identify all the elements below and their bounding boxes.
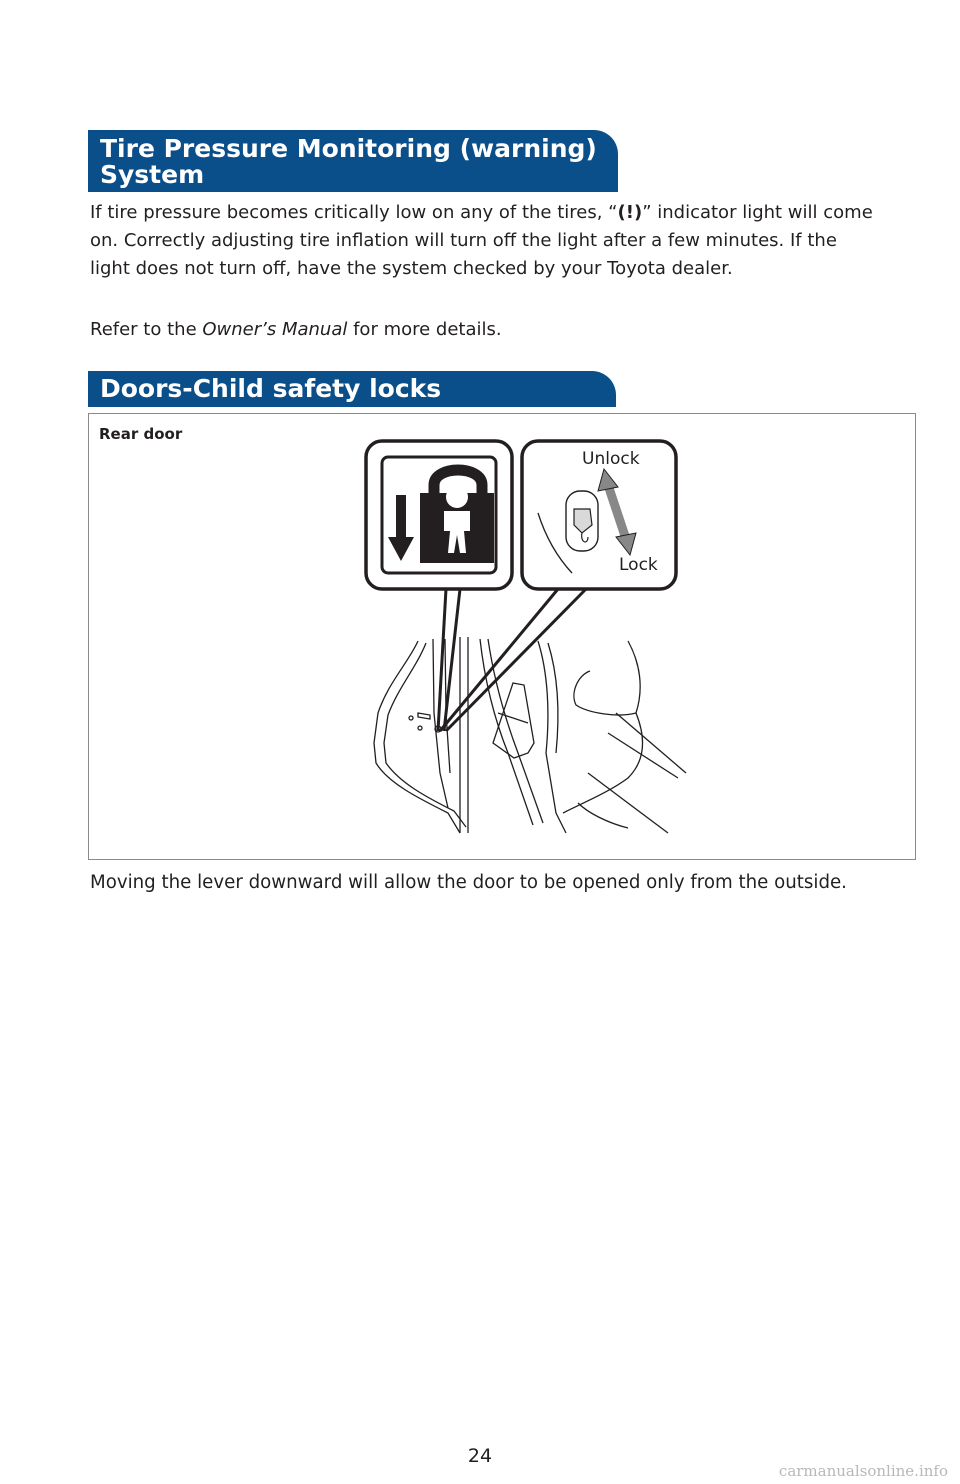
reference-text-after: for more details. <box>347 319 502 340</box>
tpms-text-after: ” indicator light will come on. Correctly adjusting tire inflation will turn off the light after a few minutes. If the light does not turn off, have the system checked by your Toyota dealer. <box>90 202 873 279</box>
unlock-label: Unlock <box>582 449 640 469</box>
tpms-paragraph <box>90 199 880 283</box>
down-arrow-icon <box>396 495 406 541</box>
lock-label: Lock <box>619 555 658 575</box>
watermark: carmanualsonline.info <box>778 1462 948 1480</box>
child-locks-section-title <box>88 371 616 407</box>
tpms-text-before: If tire pressure becomes critically low on any of the tires, “ <box>90 202 618 223</box>
child-lock-symbol-callout <box>366 441 512 589</box>
door-frame-drawing <box>374 637 686 833</box>
tpms-title-line2: System <box>100 160 205 189</box>
tire-pressure-warning-icon: (!) <box>617 202 643 223</box>
child-icon <box>446 486 468 508</box>
page-number: 24 <box>467 1445 493 1467</box>
child-lock-description: Moving the lever downward will allow the door to be opened only from the outside. <box>90 872 847 893</box>
tpms-title-line1: Tire Pressure Monitoring (warning) <box>100 134 597 163</box>
figure-caption-rear-door: Rear door <box>99 425 183 443</box>
owners-manual-title: Owner’s Manual <box>202 319 348 340</box>
manual-reference <box>90 316 880 344</box>
reference-text-before: Refer to the <box>90 319 203 340</box>
child-locks-title: Doors-Child safety locks <box>100 374 442 403</box>
tpms-section-title <box>88 130 618 192</box>
rear-door-illustration <box>88 413 916 860</box>
